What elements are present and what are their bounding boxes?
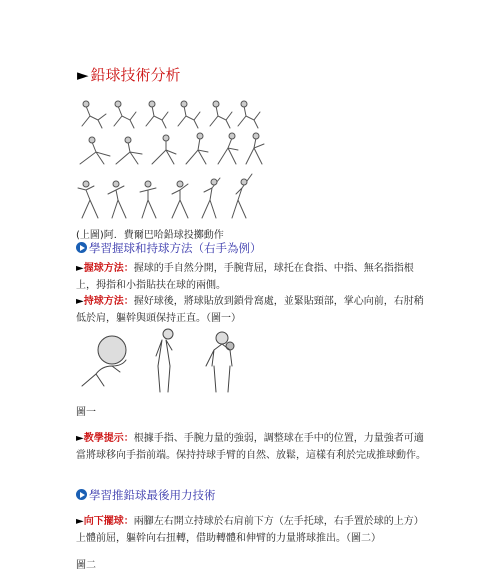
play-circle-icon: [76, 489, 87, 500]
paragraph-tip: [76, 430, 426, 464]
section-heading-text: 學習推鉛球最後用力技術: [89, 488, 216, 502]
bullet-marker: ►: [76, 263, 84, 274]
bullet-marker: ►: [76, 296, 84, 307]
paragraph-lead: 握球方法：: [83, 263, 134, 274]
paragraph-down-swing: [76, 513, 426, 547]
paragraph-hold: [76, 293, 426, 327]
title-text: 鉛球技術分析: [90, 66, 181, 84]
shot-put-sequence-image: [76, 94, 266, 224]
title-marker: ►: [77, 66, 89, 84]
paragraph-lead: 向下擺球：: [83, 516, 134, 527]
paragraph-grip: [76, 260, 426, 294]
bullet-marker: ►: [76, 516, 84, 527]
thrower-front-view: [206, 332, 234, 392]
sequence-row-1: [82, 101, 260, 128]
section-heading-grip[interactable]: [76, 240, 262, 256]
sequence-row-3: [78, 174, 252, 218]
section-heading-push[interactable]: [76, 487, 216, 503]
paragraph-text: 握好球後，將球貼放到鎖骨窩處，並緊貼頸部，掌心向前，右肘稍低於肩，軀幹與頭保持正直。（圖一）: [76, 296, 424, 324]
paragraph-lead: 教學提示：: [83, 433, 134, 444]
page-title: [77, 64, 181, 85]
figure-1-label: 圖一: [76, 407, 96, 418]
arm-holding-ball-at-neck: [156, 329, 173, 392]
play-circle-icon: [76, 242, 87, 253]
image-caption: (上圖)阿．費爾巴哈鉛球投擲動作: [76, 230, 224, 241]
section-heading-text: 學習握球和持球方法（右手為例）: [89, 241, 262, 255]
paragraph-text: 兩腳左右開立持球於右肩前下方（左手托球，右手置於球的上方）上體前屈，軀幹向右扭轉，借助轉體和伸臂的力量將球推出。（圖二）: [76, 516, 424, 544]
bullet-marker: ►: [76, 433, 84, 444]
paragraph-text: 握球的手自然分開，手腕背屈，球托在食指、中指、無名指指根上，拇指和小指貼扶在球的兩側。: [76, 263, 414, 291]
hand-holding-ball: [82, 336, 126, 386]
sequence-row-2: [80, 133, 264, 164]
paragraph-lead: 持球方法：: [83, 296, 134, 307]
figure-1-image: [76, 326, 256, 396]
paragraph-text: 根據手指、手腕力量的強弱，調整球在手中的位置，力量強者可適當將球移向手指前端。保持持球手臂的自然、放鬆，這樣有利於完成推球動作。: [76, 433, 426, 461]
figure-2-label: 圖二: [76, 560, 96, 571]
